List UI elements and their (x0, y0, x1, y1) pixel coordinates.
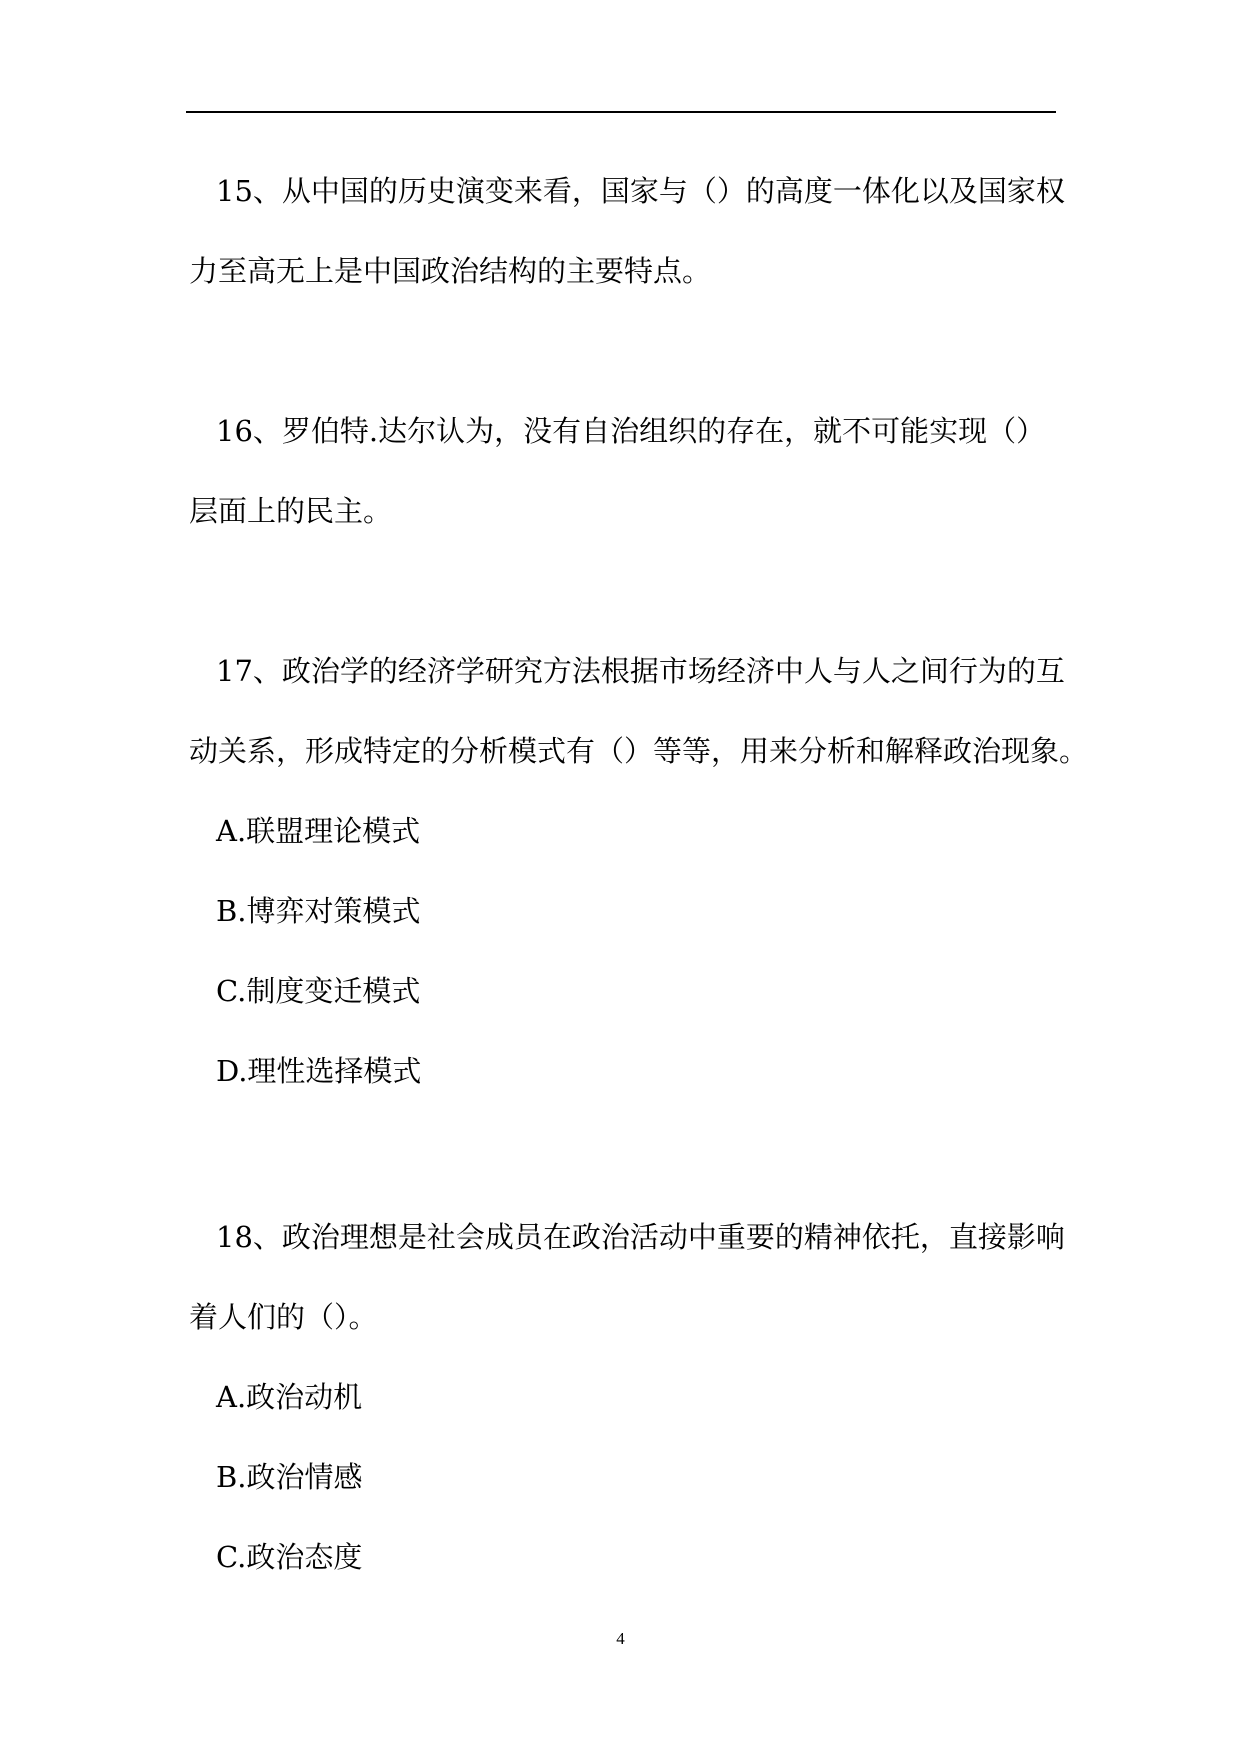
question-18-option-b: B.政治情感 (216, 1460, 363, 1494)
question-17-line-1: 17、政治学的经济学研究方法根据市场经济中人与人之间行为的互 (216, 654, 1065, 688)
question-17-option-d: D.理性选择模式 (216, 1054, 422, 1088)
question-18-option-c: C.政治态度 (216, 1540, 363, 1574)
question-17-option-a: A.联盟理论模式 (216, 814, 421, 848)
question-16-line-2: 层面上的民主。 (189, 494, 393, 528)
question-18-line-1: 18、政治理想是社会成员在政治活动中重要的精神依托，直接影响 (216, 1220, 1065, 1254)
question-15-line-1: 15、从中国的历史演变来看，国家与（）的高度一体化以及国家权 (216, 174, 1065, 208)
question-16-line-1: 16、罗伯特.达尔认为，没有自治组织的存在，就不可能实现（） (216, 414, 1046, 448)
header-rule (186, 111, 1056, 113)
question-17-line-2: 动关系，形成特定的分析模式有（）等等，用来分析和解释政治现象。 (189, 734, 1089, 768)
question-17-option-c: C.制度变迁模式 (216, 974, 421, 1008)
question-18-option-a: A.政治动机 (216, 1380, 363, 1414)
page-number: 4 (616, 1629, 625, 1648)
question-17-option-b: B.博弈对策模式 (216, 894, 421, 928)
question-18-line-2: 着人们的（）。 (189, 1300, 378, 1334)
question-15-line-2: 力至高无上是中国政治结构的主要特点。 (189, 254, 712, 288)
